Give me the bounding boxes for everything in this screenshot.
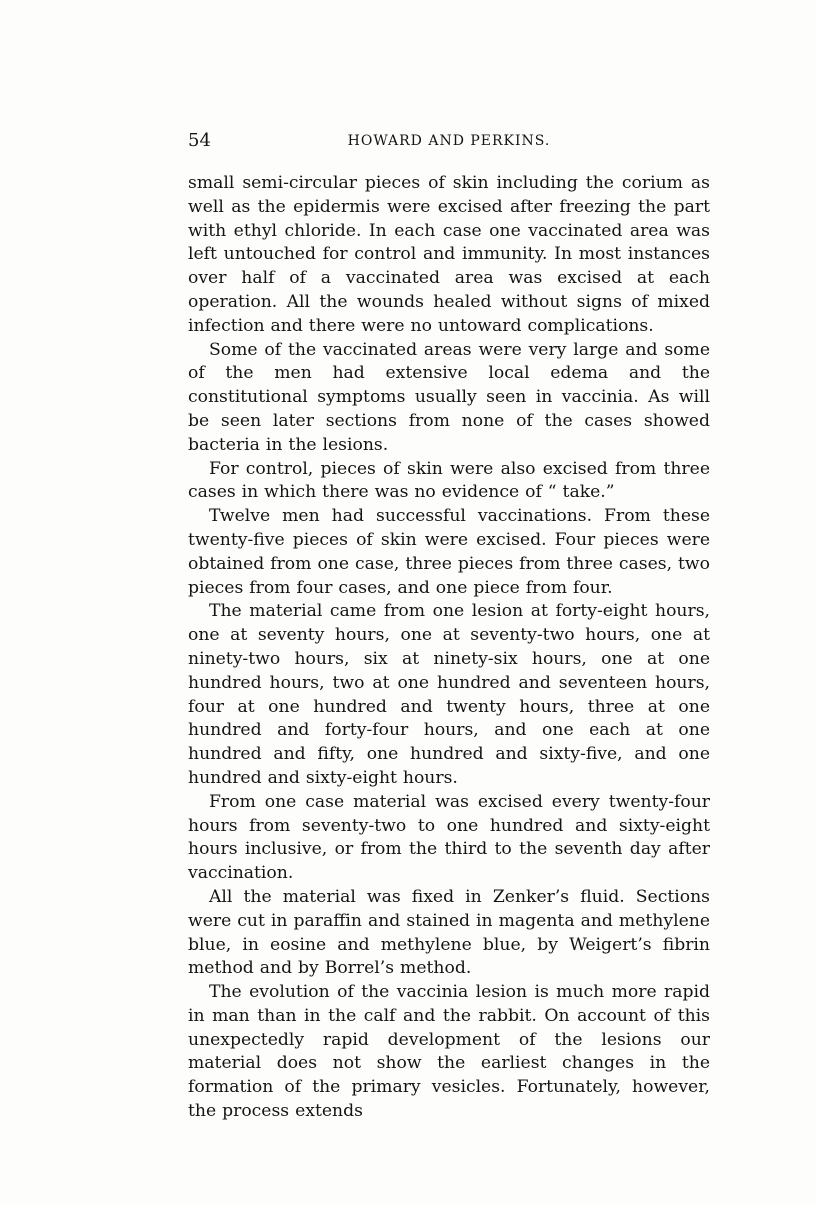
page-header (188, 128, 710, 154)
paragraph-continued: small semi-circular pieces of skin including the corium as well as the epidermis were excised after freezing the part with ethyl chloride. In each case one vaccinated area was left untouched for control and immunity. In most instances over half of a vaccinated area was excised at each operation. All the wounds healed without signs of mixed infection and there were no untoward complications. (188, 173, 710, 336)
page-number: 54 (188, 130, 211, 151)
paragraph: The evolution of the vaccinia lesion is much more rapid in man than in the calf and the rabbit. On account of this unexpectedly rapid development of the lesions our material does not show the earliest changes in the formation of the primary vesicles. Fortunately, however, the process extends (188, 982, 710, 1122)
paragraph: All the material was fixed in Zenker’s fluid. Sections were cut in paraffin and stained in magenta and methylene blue, in eosine and methylene blue, by Weigert’s fibrin method and by Borrel’s method. (188, 886, 710, 979)
running-head: HOWARD AND PERKINS. (347, 133, 551, 149)
paragraph: Some of the vaccinated areas were very large and some of the men had extensive local edema and the constitutional symptoms usually seen in vaccinia. As will be seen later sections from none of the cases showed bacteria in the lesions. (188, 339, 710, 455)
paragraph: The material came from one lesion at forty-eight hours, one at seventy hours, one at seventy-two hours, one at ninety-two hours, six at ninety-six hours, one at one hundred hours, two at one hundred and seventeen hours, four at one hundred and twenty hours, three at one hundred and forty-four hours, and one each at one hundred and fifty, one hundred and sixty-five, and one hundred and sixty-eight hours. (188, 601, 710, 788)
paragraph: For control, pieces of skin were also excised from three cases in which there was no evidence of “ take.” (188, 458, 710, 503)
paragraph: Twelve men had successful vaccinations. From these twenty-five pieces of skin were excised. Four pieces were obtained from one case, three pieces from three cases, two pieces from four cases, and one piece from four. (188, 506, 710, 598)
paragraph: From one case material was excised every twenty-four hours from seventy-two to one hundred and sixty-eight hours inclusive, or from the third to the seventh day after vaccination. (188, 791, 710, 884)
body-text (188, 172, 710, 1124)
